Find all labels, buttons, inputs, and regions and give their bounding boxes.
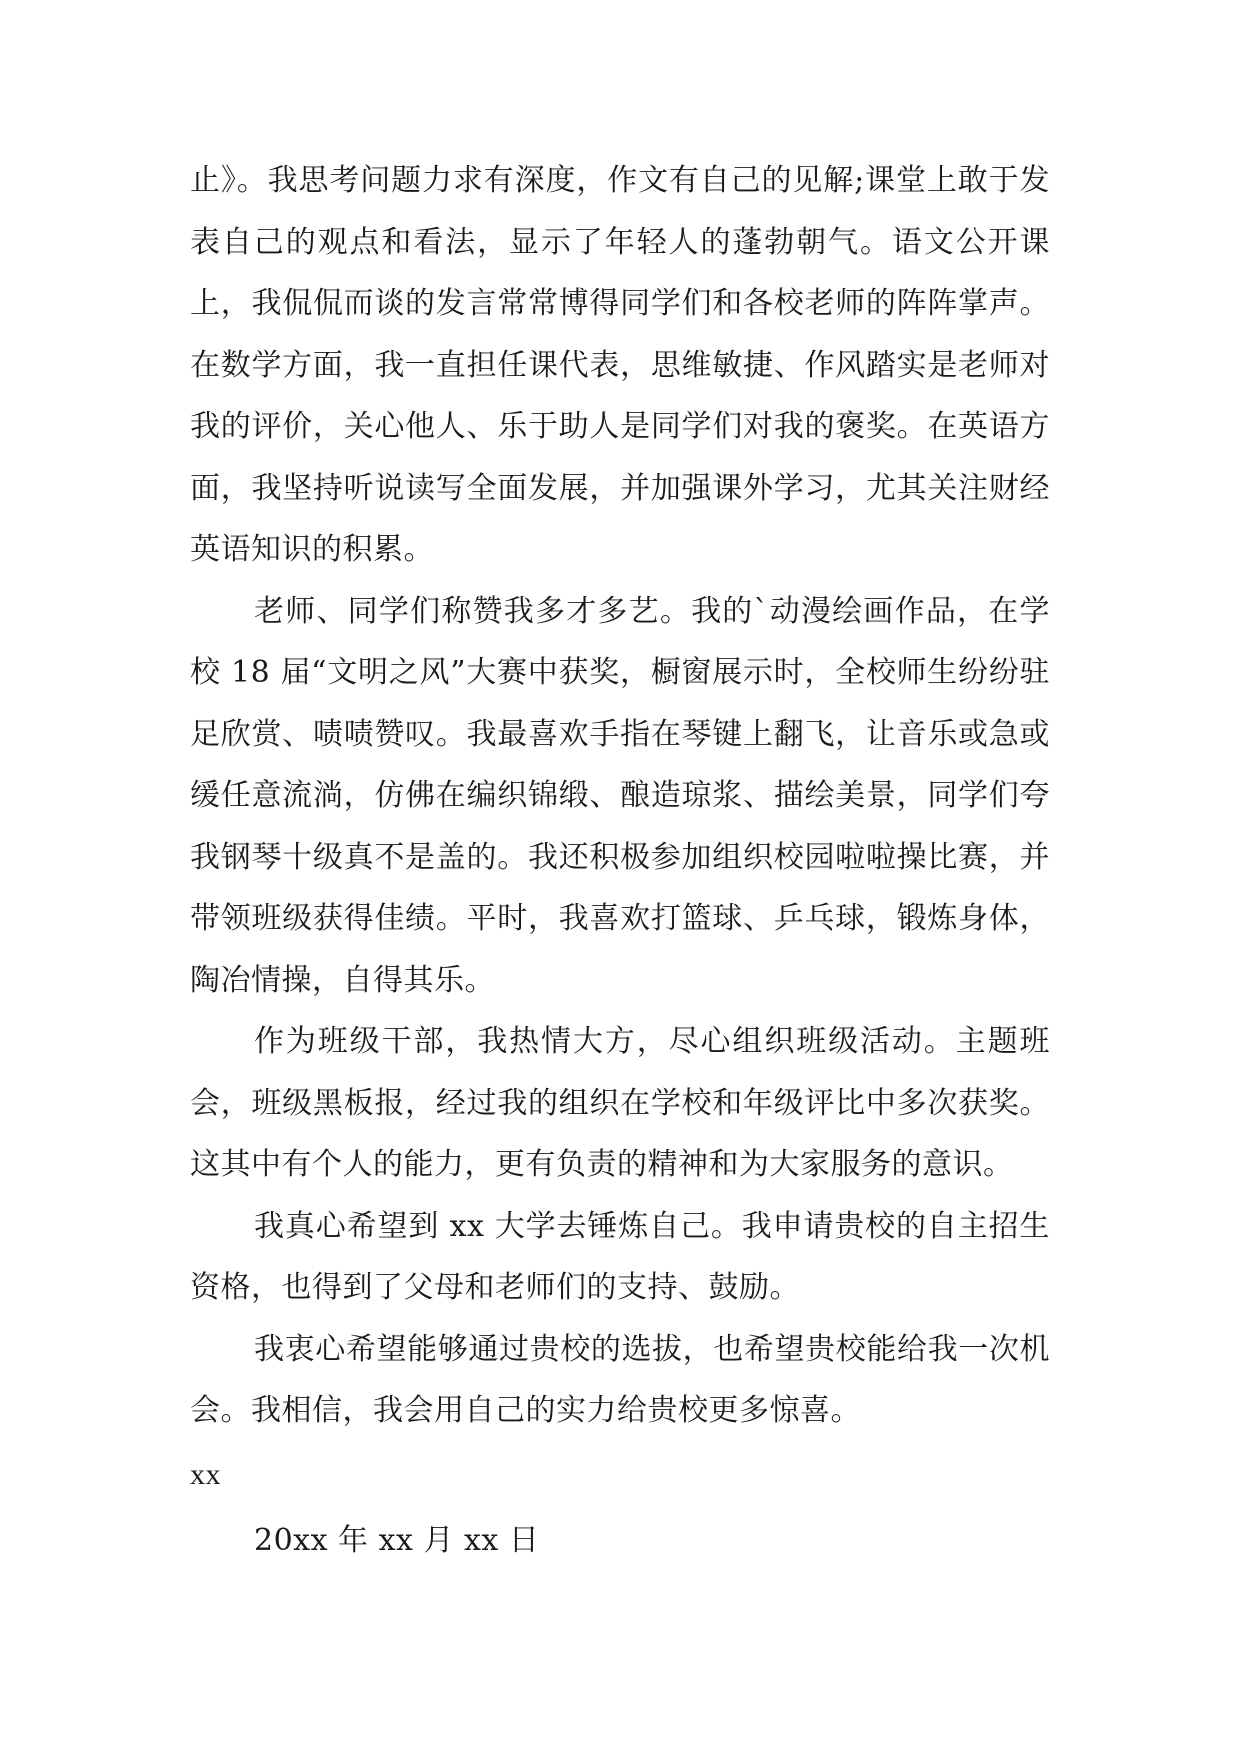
paragraph-application: 我真心希望到 xx 大学去锤炼自己。我申请贵校的自主招生资格，也得到了父母和老师们的支持、鼓励。	[190, 1208, 1050, 1305]
letter-body	[190, 150, 1050, 1574]
paragraph-closing: 我衷心希望能够通过贵校的选拔，也希望贵校能给我一次机会。我相信，我会用自己的实力给贵校更多惊喜。	[190, 1331, 1050, 1428]
paragraph-class-leader: 作为班级干部，我热情大方，尽心组织班级活动。主题班会，班级黑板报，经过我的组织在学校和年级评比中多次获奖。这其中有个人的能力，更有负责的精神和为大家服务的意识。	[190, 1024, 1050, 1182]
letter-date: 20xx 年 xx 月 xx 日	[254, 1522, 540, 1558]
paragraph-talents: 老师、同学们称赞我多才多艺。我的`动漫绘画作品，在学校 18 届“文明之风”大赛中获奖，橱窗展示时，全校师生纷纷驻足欣赏、啧啧赞叹。我最喜欢手指在琴键上翻飞，让音乐或急或缓任意流淌，仿佛在编织锦缎、酿造琼浆、描绘美景，同学们夸我钢琴十级真不是盖的。我还积极参加组织校园啦啦操比赛，并带领班级获得佳绩。平时，我喜欢打篮球、乒乓球，锻炼身体，陶冶情操，自得其乐。	[190, 593, 1050, 998]
paragraph-continuation: 止》。我思考问题力求有深度，作文有自己的见解;课堂上敢于发表自己的观点和看法，显示了年轻人的蓬勃朝气。语文公开课上，我侃侃而谈的发言常常博得同学们和各校老师的阵阵掌声。在数学方面，我一直担任课代表，思维敏捷、作风踏实是老师对我的评价，关心他人、乐于助人是同学们对我的褒奖。在英语方面，我坚持听说读写全面发展，并加强课外学习，尤其关注财经英语知识的积累。	[190, 163, 1050, 567]
signature-name: xx	[190, 1457, 221, 1491]
